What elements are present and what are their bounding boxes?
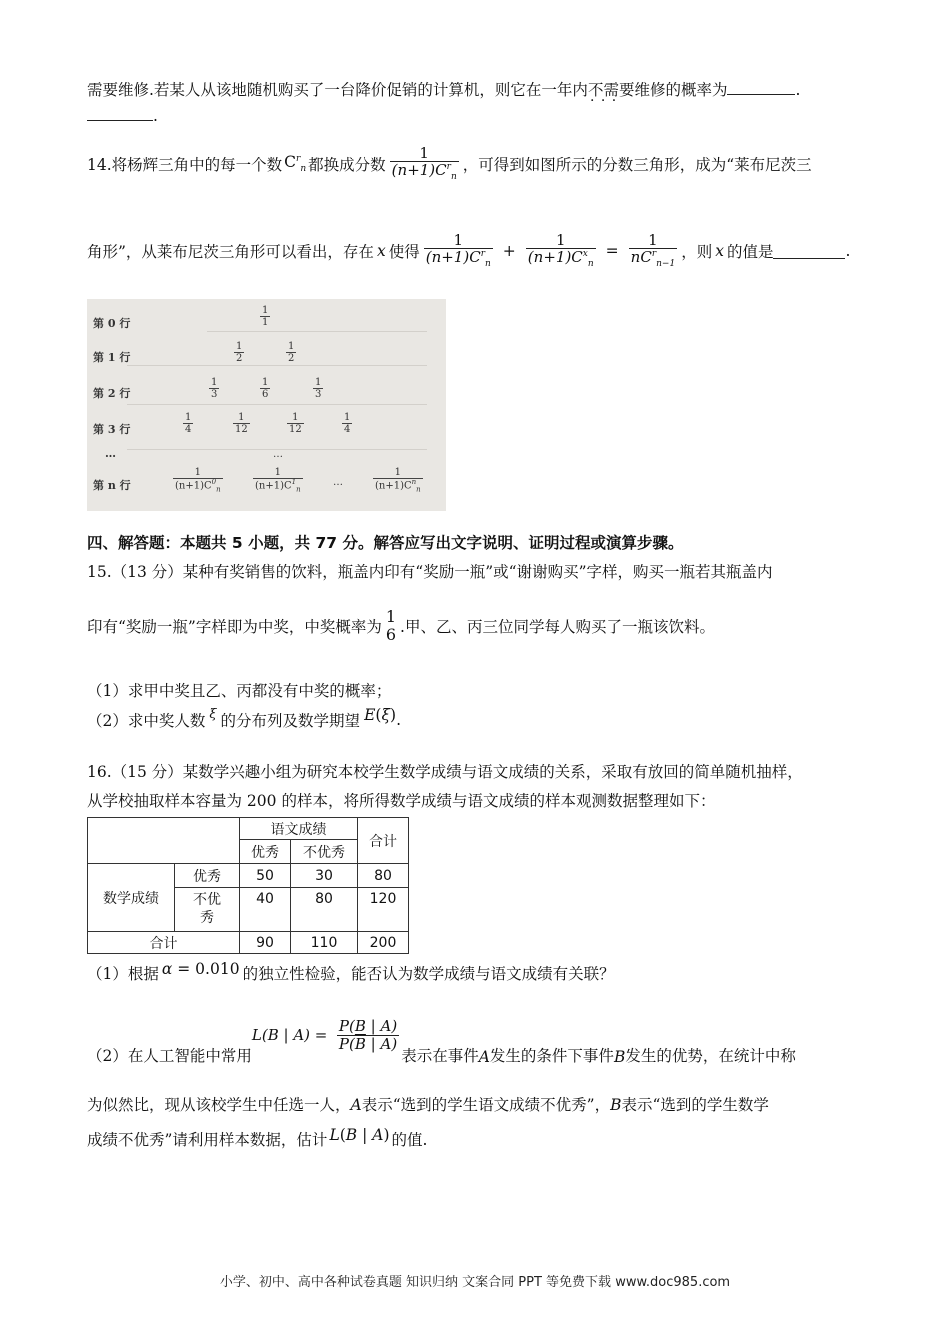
likelihood-ratio-formula: L(B | A) = $\frac{P(B | A)}{P(\overline{B} | A)}$ <box>251 1017 398 1053</box>
q16-part1 <box>87 962 615 984</box>
q13-text-b: 维修的概率为 <box>634 81 728 99</box>
cell-3-1: $\frac{1}{12}$ <box>235 412 248 435</box>
cell-2-1: $\frac{1}{6}$ <box>262 377 269 400</box>
var-x: x <box>376 242 386 260</box>
cell-3-3: $\frac{1}{4}$ <box>344 412 351 435</box>
expectation-e-xi: E(ξ) <box>364 706 397 724</box>
event-a: A <box>478 1048 490 1066</box>
header-total: 合计 <box>358 818 409 864</box>
q14-prefix: 14.将杨辉三角中的每一个数 <box>87 156 283 174</box>
row-label-not-excellent: 不优 秀 <box>175 888 240 932</box>
q14-line2d: 的值是 <box>726 243 774 261</box>
q14-line2c: ，则 <box>681 243 713 261</box>
q16-line5a: 成绩不优秀”请利用样本数据，估计 <box>87 1131 328 1149</box>
q16-line5 <box>87 1128 427 1150</box>
table-empty-corner <box>88 818 240 864</box>
q13-text: 需要维修.若某人从该地随机购买了一台降价促销的计算机，则它在一年内 <box>87 81 588 99</box>
q16-line5b: 的值. <box>391 1131 428 1149</box>
q16-line2: 从学校抽取样本容量为 200 的样本，将所得数学成绩与语文成绩的样本观测数据整理如下： <box>87 792 716 810</box>
q16-part1a: （1）根据 <box>87 965 159 983</box>
q13-end-2: . <box>153 107 158 125</box>
q15-line1: 15.（13 分）某种有奖销售的饮料，瓶盖内印有“奖励一瓶”或“谢谢购买”字样，购买一瓶若其瓶盖内 <box>87 563 773 581</box>
q13-line <box>87 78 800 100</box>
q14-line2b: 使得 <box>388 243 420 261</box>
q16-line4a: 为似然比，现从该校学生中任选一人， <box>87 1096 351 1114</box>
table-cell: 80 <box>358 864 409 888</box>
binom-c: $C^r_n$ <box>284 153 307 175</box>
q14-suffix: ，可得到如图所示的分数三角形，成为“莱布尼茨三 <box>462 156 812 174</box>
contingency-table <box>87 817 409 954</box>
q14-line2 <box>87 222 850 280</box>
l-b-given-a: L(B | A) <box>329 1126 390 1144</box>
cell-1-0: $\frac{1}{2}$ <box>236 341 243 364</box>
dots-n: … <box>333 477 343 488</box>
q14-mid: 都换成分数 <box>308 156 386 174</box>
row-label-dots: … <box>105 447 116 460</box>
q16-part2 <box>87 1012 796 1072</box>
cell-n-1: $\frac{1}{(n+1)C^1_n}$ <box>255 467 301 494</box>
section-heading: 四、解答题：本题共 5 小题，共 77 分。解答应写出文字说明、证明过程或演算步骤。 <box>87 534 684 552</box>
row-label-1: 第 1 行 <box>93 351 131 364</box>
row-group-math: 数学成绩 <box>88 864 175 932</box>
table-cell: 90 <box>240 932 291 954</box>
var-x-2: x <box>715 242 724 260</box>
dots-center: … <box>273 449 283 460</box>
q14-end: . <box>845 242 851 260</box>
alpha-value: α = 0.010 <box>161 960 240 978</box>
leibniz-triangle-figure <box>87 299 446 511</box>
q15-part2a: （2）求中奖人数 <box>87 712 206 730</box>
event-b-2: B <box>610 1096 622 1114</box>
eq-frac-mid: $\frac{1}{(n+1)C^x_n}$ <box>527 230 594 270</box>
q15-line2 <box>87 598 715 654</box>
table-cell: 110 <box>291 932 358 954</box>
header-chinese-score: 语文成绩 <box>240 818 358 840</box>
q16-part2a: （2）在人工智能中常用 <box>87 1047 252 1065</box>
q14-line1 <box>87 134 812 194</box>
cell-1-1: $\frac{1}{2}$ <box>288 341 295 364</box>
row-label-excellent: 优秀 <box>175 864 240 888</box>
fraction-1-6: 1 6 <box>385 607 397 644</box>
event-b: B <box>613 1048 626 1066</box>
q16-line4 <box>87 1093 769 1115</box>
page-footer: 小学、初中、高中各种试卷真题 知识归纳 文案合同 PPT 等免费下载 www.doc985.com <box>219 1275 731 1290</box>
row-label-2: 第 2 行 <box>93 387 131 400</box>
plus-sign: + <box>502 242 516 260</box>
row-label-total: 合计 <box>88 932 240 954</box>
header-not-excellent: 不优秀 <box>291 840 358 864</box>
q15-line2b: .甲、乙、丙三位同学每人购买了一瓶该饮料。 <box>400 618 715 636</box>
q16-line4b: 表示“选到的学生语文成绩不优秀”， <box>361 1096 611 1114</box>
answer-blank <box>87 106 153 121</box>
q16-line1: 16.（15 分）某数学兴趣小组为研究本校学生数学成绩与语文成绩的关系，采取有放回的简单随机抽样， <box>87 763 803 781</box>
cell-0-0: $\frac{1}{1}$ <box>262 305 269 328</box>
table-cell: 120 <box>358 888 409 932</box>
q16-part2c: 发生的条件下事件 <box>489 1047 614 1065</box>
q15-part2c: . <box>396 711 401 729</box>
cell-n-n: $\frac{1}{(n+1)C^n_n}$ <box>375 467 421 494</box>
header-excellent: 优秀 <box>240 840 291 864</box>
q13-emphasis: 不需要 · · · <box>588 81 635 99</box>
fraction-1-over-n1c: $\frac{1}{(n+1)C^r_n}$ <box>391 143 457 183</box>
eq-frac-left: $\frac{1}{(n+1)C^r_n}$ <box>425 230 491 270</box>
cell-2-2: $\frac{1}{3}$ <box>315 377 322 400</box>
row-label-3: 第 3 行 <box>93 423 131 436</box>
q16-part2d: 发生的优势，在统计中称 <box>625 1047 796 1065</box>
row-label-0: 第 0 行 <box>93 317 131 330</box>
q13-end: . <box>795 81 801 99</box>
q15-part2b: 的分布列及数学期望 <box>220 712 361 730</box>
equals-sign: = <box>605 242 619 260</box>
q15-part1: （1）求甲中奖且乙、丙都没有中奖的概率； <box>87 682 392 700</box>
table-cell: 30 <box>291 864 358 888</box>
q16-part2b: 表示在事件 <box>401 1047 479 1065</box>
q16-part1b: 的独立性检验，能否认为数学成绩与语文成绩有关联？ <box>242 965 615 983</box>
table-cell: 50 <box>240 864 291 888</box>
table-cell: 80 <box>291 888 358 932</box>
table-cell: 40 <box>240 888 291 932</box>
q13-blank-line <box>87 106 158 125</box>
eq-frac-right: $\frac{1}{nC^r_{n-1}}$ <box>630 230 676 270</box>
table-cell: 200 <box>358 932 409 954</box>
cell-2-0: $\frac{1}{3}$ <box>211 377 218 400</box>
answer-blank <box>727 80 795 95</box>
q14-line2a: 角形”，从莱布尼茨三角形可以看出，存在 <box>87 243 374 261</box>
cell-3-0: $\frac{1}{4}$ <box>185 412 192 435</box>
cell-3-2: $\frac{1}{12}$ <box>289 412 302 435</box>
q15-line2a: 印有“奖励一瓶”字样即为中奖，中奖概率为 <box>87 618 382 636</box>
xi-symbol: ξ <box>209 706 217 722</box>
q16-line4c: 表示“选到的学生数学 <box>621 1096 769 1114</box>
row-label-n: 第 n 行 <box>93 479 131 492</box>
cell-n-0: $\frac{1}{(n+1)C^0_n}$ <box>175 467 221 494</box>
q15-part2 <box>87 706 401 731</box>
answer-blank <box>773 244 845 259</box>
event-a-2: A <box>350 1096 362 1114</box>
